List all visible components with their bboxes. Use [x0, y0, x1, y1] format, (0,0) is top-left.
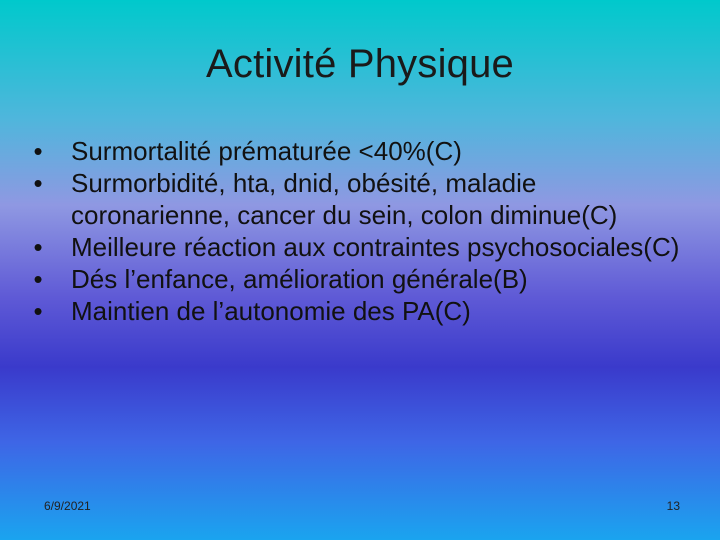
bullet-item	[28, 135, 688, 167]
bullet-text: Surmorbidité, hta, dnid, obésité, maladie coronarienne, cancer du sein, colon diminue(C)	[71, 168, 618, 230]
footer-page-number: 13	[666, 499, 680, 513]
bullet-dot-icon: •	[33, 296, 43, 326]
bullet-item	[28, 263, 688, 295]
bullet-dot-icon: •	[33, 232, 43, 262]
slide-title: Activité Physique	[206, 42, 514, 86]
footer-date: 6/9/2021	[44, 499, 91, 513]
bullet-item	[28, 295, 688, 327]
bullet-list	[28, 135, 688, 327]
bullet-text: Surmortalité prématurée <40%(C)	[71, 136, 462, 166]
bullet-item	[28, 167, 688, 231]
bullet-dot-icon: •	[33, 136, 43, 166]
bullet-dot-icon: •	[33, 168, 43, 198]
bullet-dot-icon: •	[33, 264, 43, 294]
bullet-item	[28, 231, 688, 263]
bullet-text: Dés l’enfance, amélioration générale(B)	[71, 264, 528, 294]
bullet-text: Meilleure réaction aux contraintes psychosociales(C)	[71, 232, 680, 262]
bullet-text: Maintien de l’autonomie des PA(C)	[71, 296, 471, 326]
